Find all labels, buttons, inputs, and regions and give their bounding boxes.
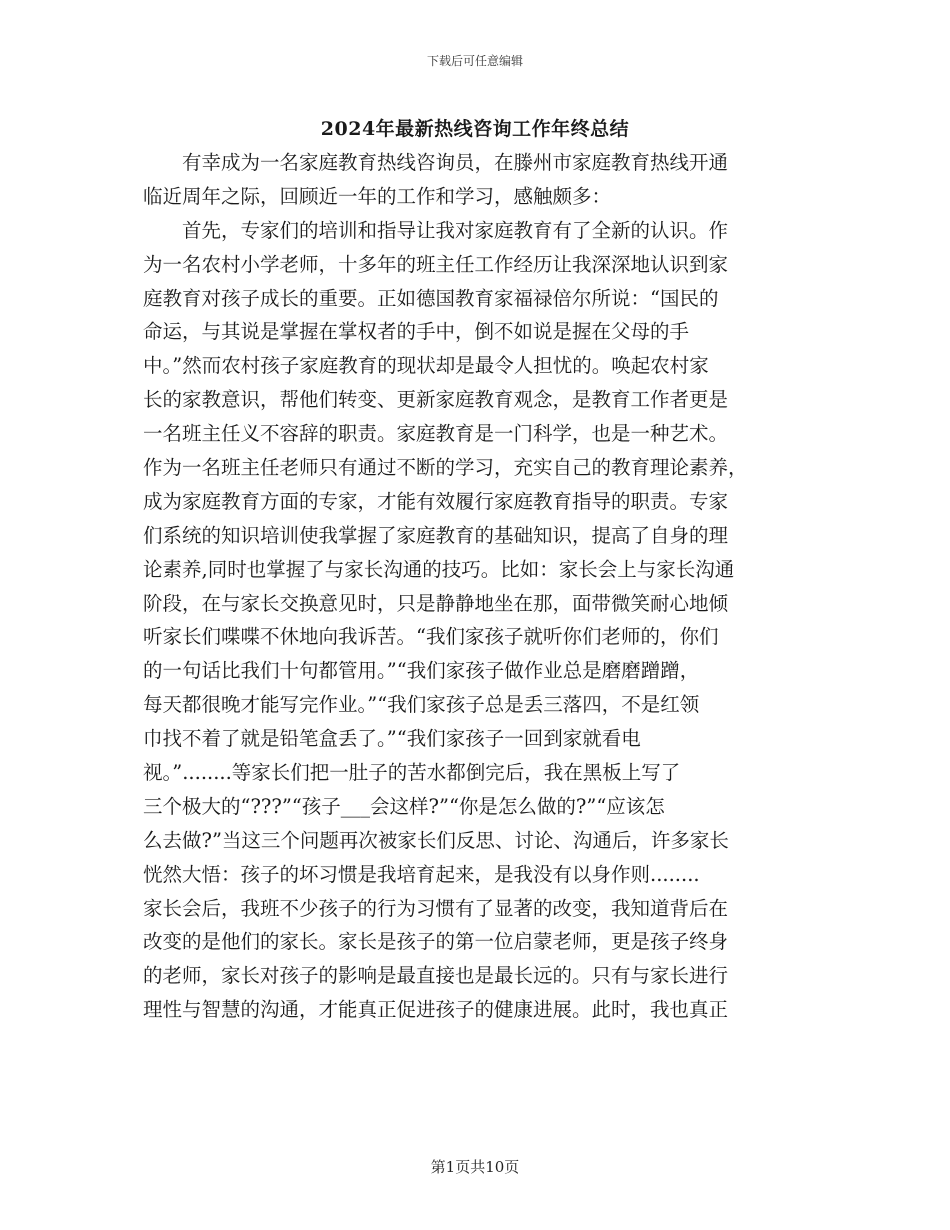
document-title: 2024年最新热线咨询工作年终总结 bbox=[320, 118, 630, 140]
body-line: 有幸成为一名家庭教育热线咨询员，在滕州市家庭教育热线开通 bbox=[182, 151, 729, 174]
body-line: 改变的是他们的家长。家长是孩子的第一位启蒙老师，更是孩子终身 bbox=[143, 930, 729, 954]
body-line: 阶段，在与家长交换意见时，只是静静地坐在那，面带微笑耐心地倾 bbox=[143, 591, 729, 615]
body-line: 们系统的知识培训使我掌握了家庭教育的基础知识，提高了自身的理 bbox=[143, 523, 729, 547]
document-body bbox=[143, 146, 803, 1027]
body-line: 么去做?”当这三个问题再次被家长们反思、讨论、沟通后，许多家长 bbox=[143, 828, 729, 852]
body-line: 长的家教意识，帮他们转变、更新家庭教育观念，是教育工作者更是 bbox=[143, 388, 729, 412]
body-line: 视。”........等家长们把一肚子的苦水都倒完后，我在黑板上写了 bbox=[143, 761, 681, 785]
body-line: 作为一名班主任老师只有通过不断的学习，充实自己的教育理论素养， bbox=[143, 456, 748, 480]
body-line: 巾找不着了就是铅笔盒丢了。”“我们家孩子一回到家就看电 bbox=[143, 727, 641, 751]
body-line: 每天都很晚才能写完作业。”“我们家孩子总是丢三落四，不是红领 bbox=[143, 693, 700, 717]
body-line: 家长会后，我班不少孩子的行为习惯有了显著的改变，我知道背后在 bbox=[143, 896, 729, 920]
page-footer: 第1页共10页 bbox=[430, 1158, 520, 1176]
body-line: 的老师，家长对孩子的影响是最直接也是最长远的。只有与家长进行 bbox=[143, 964, 729, 988]
body-line: 庭教育对孩子成长的重要。正如德国教育家福禄倍尔所说：“国民的 bbox=[143, 286, 719, 310]
body-line: 成为家庭教育方面的专家，才能有效履行家庭教育指导的职责。专家 bbox=[143, 489, 729, 513]
body-line: 的一句话比我们十句都管用。”“我们家孩子做作业总是磨磨蹭蹭， bbox=[143, 659, 700, 683]
body-line: 为一名农村小学老师，十多年的班主任工作经历让我深深地认识到家 bbox=[143, 252, 729, 276]
body-line: 听家长们喋喋不休地向我诉苦。“我们家孩子就听你们老师的，你们 bbox=[143, 625, 719, 649]
body-line: 命运，与其说是掌握在掌权者的手中，倒不如说是握在父母的手 bbox=[143, 320, 690, 344]
body-line: 临近周年之际，回顾近一年的工作和学习，感触颇多： bbox=[143, 184, 612, 208]
body-line: 中。”然而农村孩子家庭教育的现状却是最令人担忧的。唤起农村家 bbox=[143, 354, 709, 378]
body-line: 首先，专家们的培训和指导让我对家庭教育有了全新的认识。作 bbox=[182, 218, 729, 242]
body-line: 一名班主任义不容辞的职责。家庭教育是一门科学，也是一种艺术。 bbox=[143, 422, 729, 446]
body-line: 论素养,同时也掌握了与家长沟通的技巧。比如：家长会上与家长沟通 bbox=[143, 557, 735, 581]
body-line: 恍然大悟：孩子的坏习惯是我培育起来，是我没有以身作则........ bbox=[143, 862, 700, 886]
header-note: 下载后可任意编辑 bbox=[426, 54, 523, 68]
body-line: 三个极大的“???”“孩子___会这样?”“你是怎么做的?”“应该怎 bbox=[143, 794, 665, 818]
body-line: 理性与智慧的沟通，才能真正促进孩子的健康进展。此时，我也真正 bbox=[143, 998, 729, 1022]
